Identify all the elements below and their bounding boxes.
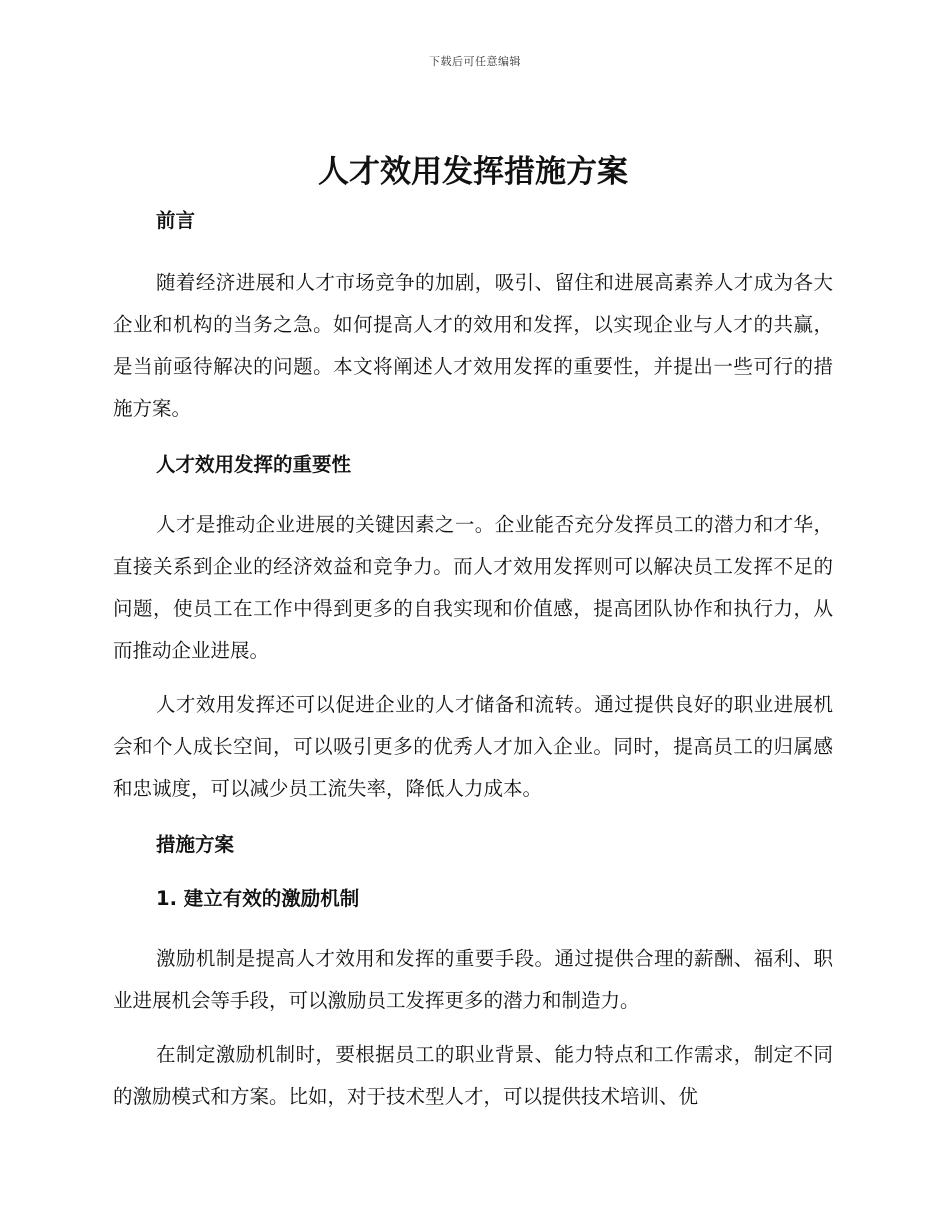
subsection-heading-incentive: 1. 建立有效的激励机制 [156, 887, 360, 910]
header-note: 下载后可任意编辑 [429, 55, 521, 68]
paragraph-incentive-2: 在制定激励机制时，要根据员工的职业背景、能力特点和工作需求，制定不同的激励模式和方案。比如，对于技术型人才，可以提供技术培训、优 [113, 1043, 833, 1108]
document-body [113, 150, 833, 1118]
section-heading-importance: 人才效用发挥的重要性 [156, 453, 352, 476]
paragraph-importance-1: 人才是推动企业进展的关键因素之一。企业能否充分发挥员工的潜力和才华，直接关系到企业的经济效益和竞争力。而人才效用发挥则可以解决员工发挥不足的问题，使员工在工作中得到更多的自我实现和价值感，提高团队协作和执行力，从而推动企业进展。 [113, 513, 833, 662]
paragraph-incentive-1: 激励机制是提高人才效用和发挥的重要手段。通过提供合理的薪酬、福利、职业进展机会等手段，可以激励员工发挥更多的潜力和制造力。 [113, 947, 833, 1012]
paragraph-importance-2: 人才效用发挥还可以促进企业的人才储备和流转。通过提供良好的职业进展机会和个人成长空间，可以吸引更多的优秀人才加入企业。同时，提高员工的归属感和忠诚度，可以减少员工流失率，降低人力成本。 [113, 693, 833, 800]
document-title: 人才效用发挥措施方案 [318, 154, 628, 190]
section-heading-measures: 措施方案 [156, 833, 235, 856]
section-heading-intro: 前言 [156, 209, 196, 232]
paragraph-intro: 随着经济进展和人才市场竞争的加剧，吸引、留住和进展高素养人才成为各大企业和机构的当务之急。如何提高人才的效用和发挥，以实现企业与人才的共赢，是当前亟待解决的问题。本文将阐述人才效用发挥的重要性，并提出一些可行的措施方案。 [113, 271, 833, 420]
